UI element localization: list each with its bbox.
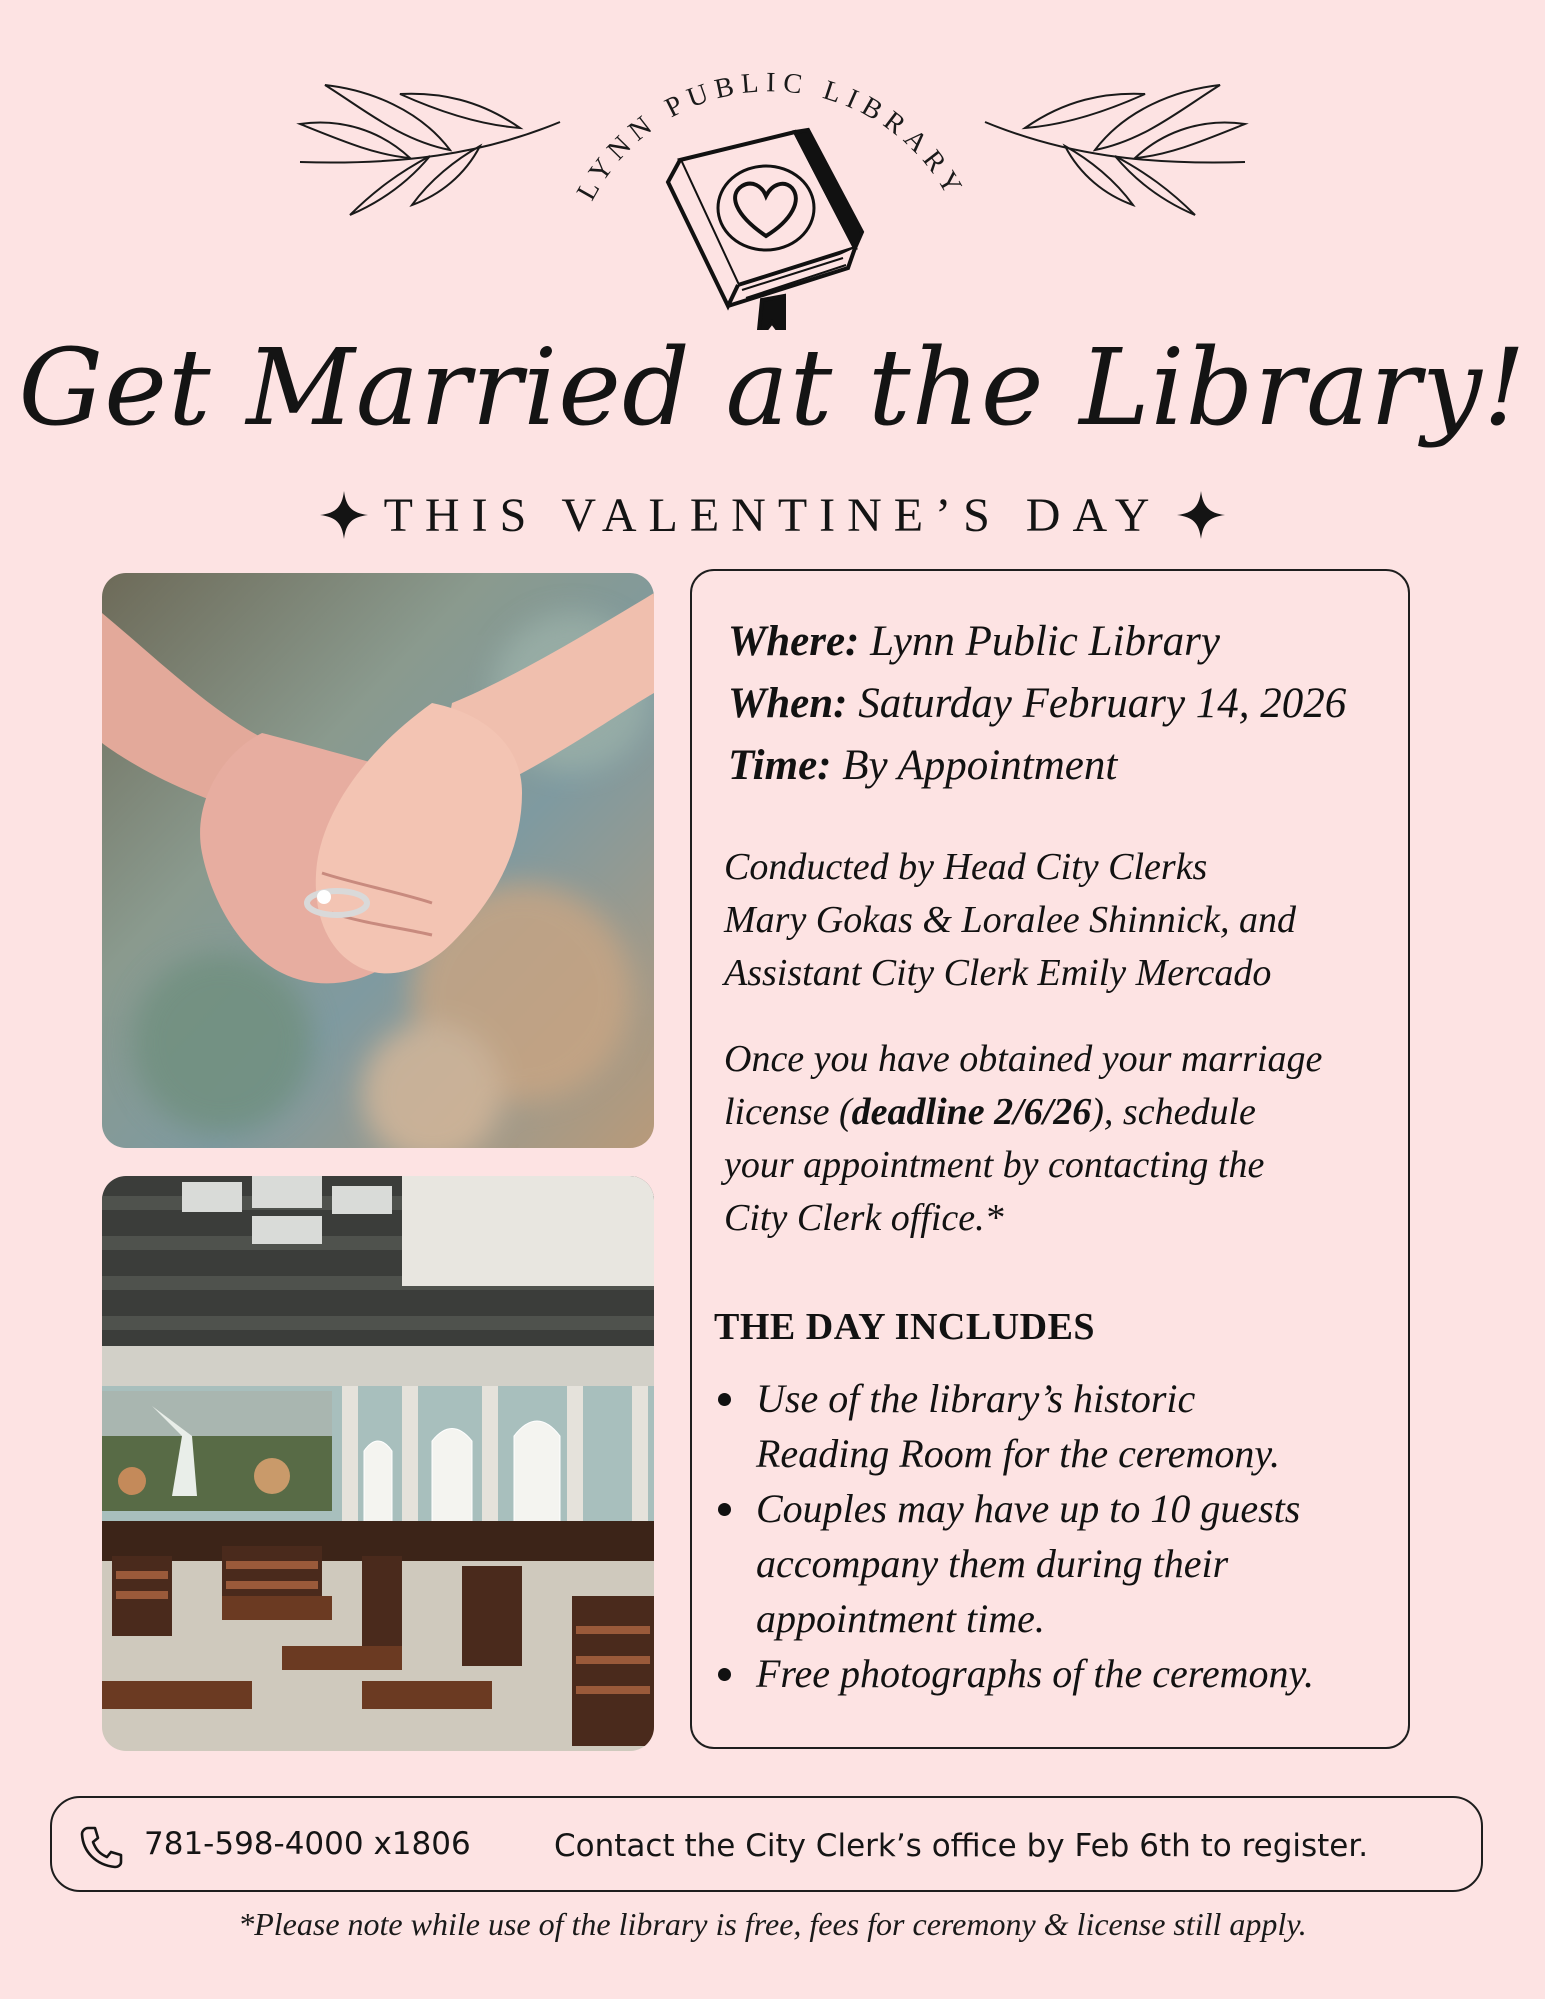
where-value: Lynn Public Library	[870, 618, 1221, 665]
time-line	[728, 735, 1117, 797]
license-line: Once you have obtained your marriage	[724, 1038, 1323, 1080]
library-logo	[0, 0, 1545, 330]
leaf-branch-icon	[985, 85, 1245, 215]
event-details-card	[690, 569, 1410, 1749]
license-line: license (deadline 2/6/26), schedule	[724, 1091, 1256, 1133]
license-deadline: deadline 2/6/26	[851, 1091, 1092, 1133]
conducted-line: Mary Gokas & Loralee Shinnick, and	[724, 899, 1297, 941]
headline: Get Married at the Library!	[18, 326, 1527, 449]
footnote: *Please note while use of the library is free, fees for ceremony & license still apply.	[238, 1906, 1307, 1942]
where-label: Where:	[728, 618, 860, 665]
sparkle-icon	[1175, 489, 1227, 541]
subhead: THIS VALENTINE’S DAY	[383, 488, 1162, 542]
sparkle-icon	[318, 489, 370, 541]
contact-bar	[50, 1796, 1483, 1892]
subhead-row	[0, 480, 1545, 550]
contact-note: Contact the City Clerk’s office by Feb 6th to register.	[554, 1828, 1369, 1864]
where-line	[728, 611, 1220, 673]
time-label: Time:	[728, 742, 832, 789]
time-value: By Appointment	[842, 742, 1118, 789]
list-item: Couples may have up to 10 guests accompany them during their appointment time.	[714, 1481, 1314, 1646]
license-line: your appointment by contacting the	[724, 1144, 1265, 1186]
list-item: Use of the library’s historic Reading Room for the ceremony.	[714, 1371, 1314, 1481]
license-line: City Clerk office.*	[724, 1197, 1004, 1239]
leaf-branch-icon	[300, 85, 560, 215]
holding-hands-photo	[102, 573, 654, 1148]
when-value: Saturday February 14, 2026	[858, 680, 1347, 727]
phone-icon	[78, 1824, 124, 1870]
logo-ring-text: LYNN PUBLIC LIBRARY	[570, 67, 972, 206]
reading-room-photo	[102, 1176, 654, 1751]
list-item: Free photographs of the ceremony.	[714, 1646, 1314, 1701]
phone-number[interactable]: 781-598-4000 x1806	[144, 1826, 471, 1862]
when-line	[728, 673, 1346, 735]
includes-heading: THE DAY INCLUDES	[714, 1306, 1096, 1348]
conducted-line: Assistant City Clerk Emily Mercado	[724, 952, 1272, 994]
includes-list	[714, 1371, 1314, 1701]
when-label: When:	[728, 680, 848, 727]
conducted-line: Conducted by Head City Clerks	[724, 846, 1208, 888]
book-heart-icon	[668, 130, 862, 330]
